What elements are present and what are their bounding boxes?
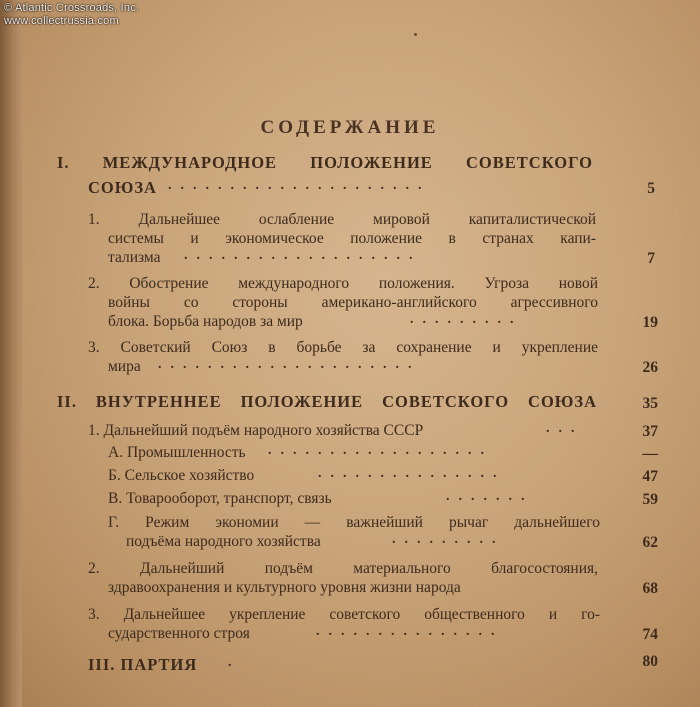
toc-leader-dots: ....... (446, 489, 534, 504)
toc-section-3: III. ПАРТИЯ (88, 655, 198, 674)
page-speck (414, 33, 417, 36)
toc-item-2-3-line-2: сударственного строя (108, 625, 250, 642)
toc-item-2-2-line-1: 2. Дальнейший подъём материального благосостояния, (88, 560, 598, 577)
toc-leader-dots: ......... (392, 532, 505, 547)
toc-item-2-1-page: 37 (642, 423, 658, 440)
toc-leader-dots: ................... (184, 248, 422, 263)
copyright-watermark (4, 2, 139, 28)
toc-item-2-1-a-page: — (642, 445, 658, 462)
toc-item-2-1: 1. Дальнейший подъём народного хозяйства СССР (88, 422, 424, 439)
toc-section-1-line-2: СОЮЗА (88, 178, 157, 197)
toc-item-1-1-page: 7 (647, 250, 655, 267)
toc-leader-dots: . (228, 655, 241, 670)
toc-item-1-1-line-2: системы и экономическое положение в странах капи- (108, 230, 596, 247)
toc-item-1-2-line-2: войны со стороны американо-английского агрессивного (108, 294, 598, 311)
toc-item-2-1-d-line-2: подъёма народного хозяйства (126, 533, 321, 550)
toc-leader-dots: ... (546, 421, 584, 436)
toc-item-2-1-b: Б. Сельское хозяйство (108, 467, 255, 484)
watermark-line-1: © Atlantic Crossroads, Inc. (4, 2, 140, 14)
toc-leader-dots: ............... (316, 624, 504, 639)
toc-item-2-1-b-page: 47 (642, 468, 658, 485)
watermark-line-2: www.collectrussia.com (4, 15, 119, 27)
toc-leader-dots: ..................... (168, 178, 431, 193)
toc-section-1-line-1: I. МЕЖДУНАРОДНОЕ ПОЛОЖЕНИЕ СОВЕТСКОГО (57, 153, 593, 172)
toc-section-2: II. ВНУТРЕННЕЕ ПОЛОЖЕНИЕ СОВЕТСКОГО СОЮЗА (57, 392, 597, 411)
toc-item-2-1-a: А. Промышленность (108, 444, 246, 461)
toc-leader-dots: .................. (268, 443, 493, 458)
toc-section-1-page: 5 (647, 180, 655, 197)
toc-item-2-1-d-page: 62 (642, 534, 658, 551)
toc-item-2-3-page: 74 (642, 626, 658, 643)
toc-item-2-3-line-1: 3. Дальнейшее укрепление советского общественного и го- (88, 606, 600, 623)
toc-item-1-3-page: 26 (642, 359, 658, 376)
book-binding-edge (0, 0, 22, 707)
toc-item-1-1-line-1: 1. Дальнейшее ослабление мировой капиталистической (88, 211, 596, 228)
toc-section-3-page: 80 (642, 653, 658, 670)
toc-leader-dots: ............... (318, 466, 506, 481)
toc-item-1-2-page: 19 (642, 314, 658, 331)
toc-item-1-2-line-3: блока. Борьба народов за мир (108, 313, 303, 330)
toc-item-2-1-c: В. Товарооборот, транспорт, связь (108, 490, 332, 507)
toc-item-2-1-c-page: 59 (642, 491, 658, 508)
toc-item-2-2-page: 68 (642, 580, 658, 597)
page-title: СОДЕРЖАНИЕ (260, 117, 440, 138)
toc-leader-dots: ..................... (158, 357, 421, 372)
toc-section-2-page: 35 (642, 395, 658, 412)
toc-item-1-2-line-1: 2. Обострение международного положения. Угроза новой (88, 275, 598, 292)
toc-item-1-1-line-3: тализма (108, 249, 161, 266)
toc-leader-dots: ......... (410, 312, 523, 327)
toc-item-1-3-line-1: 3. Советский Союз в борьбе за сохранение и укрепление (88, 339, 598, 356)
toc-item-2-1-d-line-1: Г. Режим экономии — важнейший рычаг дальнейшего (108, 514, 600, 531)
toc-item-2-2-line-2: здравоохранения и культурного уровня жизни народа (108, 579, 461, 596)
toc-item-1-3-line-2: мира (108, 358, 141, 375)
